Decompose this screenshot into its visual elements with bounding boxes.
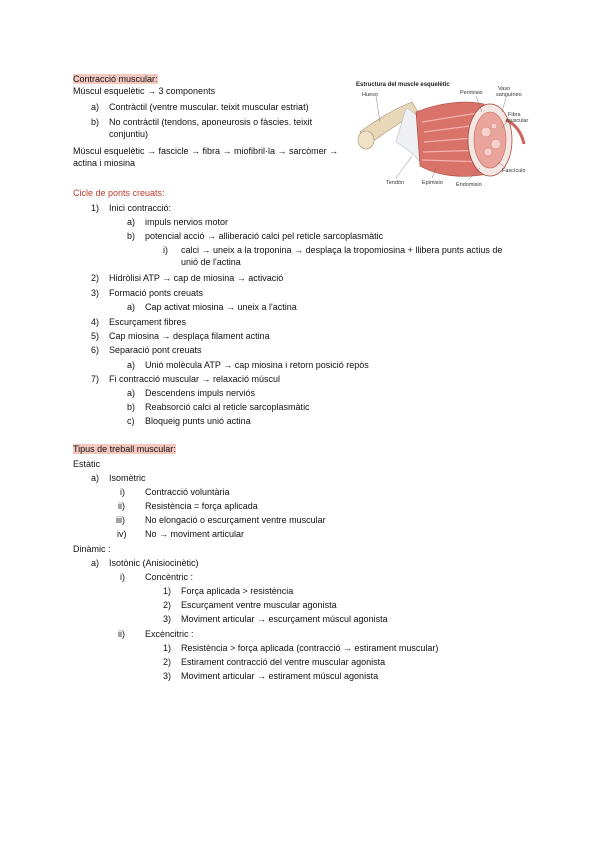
- list-item: Formació ponts creuats: [109, 288, 204, 298]
- list-item: Moviment articular → escurçament múscul agonista: [181, 614, 388, 624]
- list-marker: 2): [163, 600, 172, 610]
- list-item: Separació pont creuats: [109, 345, 202, 355]
- list-marker: i): [120, 572, 125, 582]
- list-item: Escurçament ventre muscular agonista: [181, 600, 337, 610]
- list-marker: 2): [91, 273, 100, 283]
- list-item: Estirament contracció del ventre muscular agonista: [181, 657, 386, 667]
- list-item: Inici contracció:: [109, 203, 172, 213]
- heading-tipus: Tipus de treball muscular:: [73, 444, 176, 454]
- list-marker: iii): [116, 515, 125, 525]
- list-marker: i): [120, 487, 125, 497]
- list-item: Reabsorció calci al reticle sarcoplasmàtic: [145, 402, 310, 412]
- list-item: Moviment articular → estirament múscul agonista: [181, 671, 379, 681]
- list-item: Contràctil (ventre muscular. teixit muscular estriat): [109, 102, 309, 112]
- list-marker: a): [91, 102, 100, 112]
- fascicle-bundle: [491, 139, 501, 149]
- label-vasos: Vaso: [498, 86, 511, 92]
- list-item: Resistència = força aplicada: [145, 501, 258, 511]
- list-item: Concèntric :: [145, 572, 194, 582]
- label-tendon: Tendón: [386, 180, 405, 186]
- label-vasos-2: sanguíneo: [496, 92, 522, 98]
- label-fasciculo: Fascículo: [502, 168, 526, 174]
- fascicle-bundle: [484, 148, 492, 156]
- subheading-estatic: Estàtic: [73, 459, 101, 469]
- list-marker: 6): [91, 345, 100, 355]
- list-marker: a): [91, 473, 100, 483]
- list-marker: 1): [163, 586, 172, 596]
- list-item: No contràctil (tendons, aponeurosis o fàscies. teixit: [109, 117, 313, 127]
- label-epimisio: Epimisio: [422, 180, 443, 186]
- list-item: Isomètric: [109, 473, 146, 483]
- label-endomisio: Endomisio: [456, 182, 482, 188]
- muscle-illustration: [356, 82, 532, 194]
- list-item: Força aplicada > resistència: [181, 586, 294, 596]
- list-marker: 2): [163, 657, 172, 667]
- list-item: No → moviment articular: [145, 529, 245, 539]
- figure-title: Estructura del muscle esquelètic: [356, 82, 450, 88]
- bone-end: [358, 131, 374, 149]
- list-marker: 1): [163, 643, 172, 653]
- fascicle-bundle: [481, 127, 491, 137]
- list-item: Cap activat miosina → uneix a l'actina: [145, 302, 297, 312]
- list-item: Descendens impuls nerviós: [145, 388, 256, 398]
- list-marker: a): [127, 217, 136, 227]
- list-marker: 3): [163, 671, 172, 681]
- list-item: No elongació o escurçament ventre muscular: [145, 515, 326, 525]
- list-marker: b): [127, 402, 136, 412]
- list-marker: ii): [118, 629, 125, 639]
- text-line: Múscul esquelètic → fascicle → fibra → miofibril·la → sarcòmer →: [73, 146, 339, 156]
- list-item-continuation: conjuntiu): [109, 129, 149, 139]
- list-item: calci → uneix a la troponina → desplaça la tropomiosina + llibera punts actius de: [181, 245, 503, 255]
- list-marker: i): [163, 245, 168, 255]
- text-line: Múscul esquelètic → 3 components: [73, 86, 216, 96]
- list-marker: a): [127, 360, 136, 370]
- list-item: Unió molècula ATP → cap miosina i retorn posició repòs: [145, 360, 369, 370]
- list-item: Isotònic (Anisiocinètic): [109, 558, 199, 568]
- list-marker: a): [91, 558, 100, 568]
- label-fibra: Fibra: [508, 112, 521, 118]
- text-line: actina i miosina: [73, 158, 136, 168]
- label-fibra-2: muscular: [506, 118, 529, 124]
- list-item: Bloqueig punts unió actina: [145, 416, 251, 426]
- list-marker: a): [127, 388, 136, 398]
- fascicle-section: [474, 112, 506, 168]
- list-item: potencial acció → alliberació calci pel reticle sarcoplasmàtic: [145, 231, 384, 241]
- label-perimisio: Perimisio: [460, 90, 483, 96]
- list-marker: iv): [117, 529, 127, 539]
- fascicle-bundle: [491, 123, 497, 129]
- subheading-dinamic: Dinàmic :: [73, 544, 111, 554]
- heading-cicle: Cicle de ponts creuats:: [73, 188, 165, 198]
- heading-contraccio: Contracció muscular:: [73, 74, 158, 84]
- list-marker: b): [91, 117, 100, 127]
- list-item: Escurçament fibres: [109, 317, 187, 327]
- list-item: Hidròlisi ATP → cap de miosina → activació: [109, 273, 284, 283]
- list-item: Fi contracció muscular → relaxació múscul: [109, 374, 281, 384]
- list-marker: 7): [91, 374, 100, 384]
- list-marker: a): [127, 302, 136, 312]
- list-item-continuation: unió de l'actina: [181, 257, 241, 267]
- list-item: Resistència > força aplicada (contracció → estirament muscular): [181, 643, 439, 653]
- list-item: impuls nervios motor: [145, 217, 229, 227]
- list-marker: 5): [91, 331, 100, 341]
- muscle-structure-figure: [356, 82, 532, 194]
- list-marker: 1): [91, 203, 100, 213]
- list-marker: c): [127, 416, 135, 426]
- list-marker: 3): [163, 614, 172, 624]
- list-marker: ii): [118, 501, 125, 511]
- label-hueso: Hueso: [362, 92, 378, 98]
- list-marker: 4): [91, 317, 100, 327]
- list-marker: 3): [91, 288, 100, 298]
- list-item: Excèncitric :: [145, 629, 194, 639]
- list-marker: b): [127, 231, 136, 241]
- list-item: Cap miosina → desplaça filament actina: [109, 331, 270, 341]
- list-item: Contracció voluntària: [145, 487, 230, 497]
